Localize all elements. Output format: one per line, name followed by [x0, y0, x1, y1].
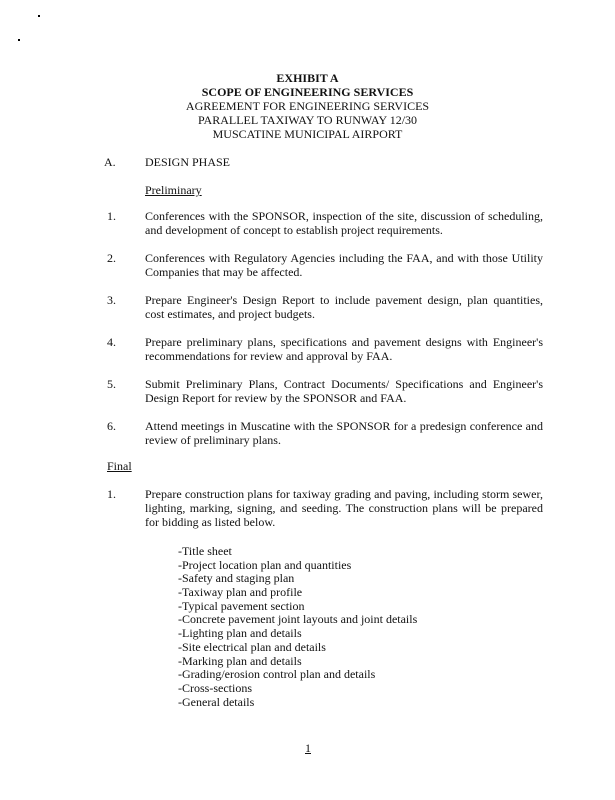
item-number: 6. [107, 419, 116, 433]
sheet-item: -Title sheet [178, 544, 232, 558]
sheet-item: -Concrete pavement joint layouts and joint details [178, 612, 418, 627]
sheet-item: -Cross-sections [178, 680, 252, 695]
sheet-item: -Marking plan and details [178, 653, 302, 668]
section-letter: A. [104, 155, 116, 169]
item-number: 3. [107, 293, 116, 307]
item-text: Submit Preliminary Plans, Contract Documents/ Specifications and Engineer's Design Report for review by the SPONSOR and FAA. [145, 377, 543, 405]
sheet-item: -Project location plan and quantities [178, 557, 352, 572]
title-line: SCOPE OF ENGINEERING SERVICES [201, 85, 414, 99]
title-line: MUSCATINE MUNICIPAL AIRPORT [212, 127, 403, 141]
item-text: Prepare Engineer's Design Report to include pavement design, plan quantities, cost estimates, and project budgets. [145, 293, 543, 321]
item-text: Prepare construction plans for taxiway grading and paving, including storm sewer, lighting, marking, signing, and seeding. The construction plans will be prepared for bidding as listed below. [145, 487, 543, 529]
sheet-item: -Site electrical plan and details [178, 639, 326, 654]
item-number: 5. [107, 377, 116, 391]
final-heading: Final [107, 459, 132, 473]
sheet-item: -General details [178, 694, 255, 709]
preliminary-heading: Preliminary [145, 183, 202, 197]
item-text: Prepare preliminary plans, specifications and pavement designs with Engineer's recommendations for review and approval by FAA. [145, 335, 543, 363]
title-line: EXHIBIT A [276, 71, 339, 85]
item-text: Conferences with the SPONSOR, inspection of the site, discussion of scheduling, and development of concept to establish project requirements. [145, 209, 543, 237]
sheet-item: -Grading/erosion control plan and details [178, 667, 376, 682]
sheet-item: -Taxiway plan and profile [178, 585, 303, 600]
title-line: PARALLEL TAXIWAY TO RUNWAY 12/30 [197, 113, 418, 127]
sheet-item: -Lighting plan and details [178, 626, 302, 641]
document-title [0, 71, 615, 141]
section-heading: DESIGN PHASE [145, 155, 231, 169]
item-text: Attend meetings in Muscatine with the SPONSOR for a predesign conference and review of preliminary plans. [145, 419, 543, 447]
title-line: AGREEMENT FOR ENGINEERING SERVICES [185, 99, 430, 113]
item-text: Conferences with Regulatory Agencies including the FAA, and with those Utility Companies that may be affected. [145, 251, 543, 279]
plan-sheet-list [178, 544, 417, 708]
item-number: 4. [107, 335, 116, 349]
scan-speck [38, 15, 40, 17]
page-number: 1 [305, 741, 311, 755]
sheet-item: -Typical pavement section [178, 598, 305, 613]
item-number: 2. [107, 251, 116, 265]
scan-speck [18, 39, 20, 41]
item-number: 1. [107, 209, 116, 223]
sheet-item: -Safety and staging plan [178, 571, 295, 586]
item-number: 1. [107, 487, 116, 501]
